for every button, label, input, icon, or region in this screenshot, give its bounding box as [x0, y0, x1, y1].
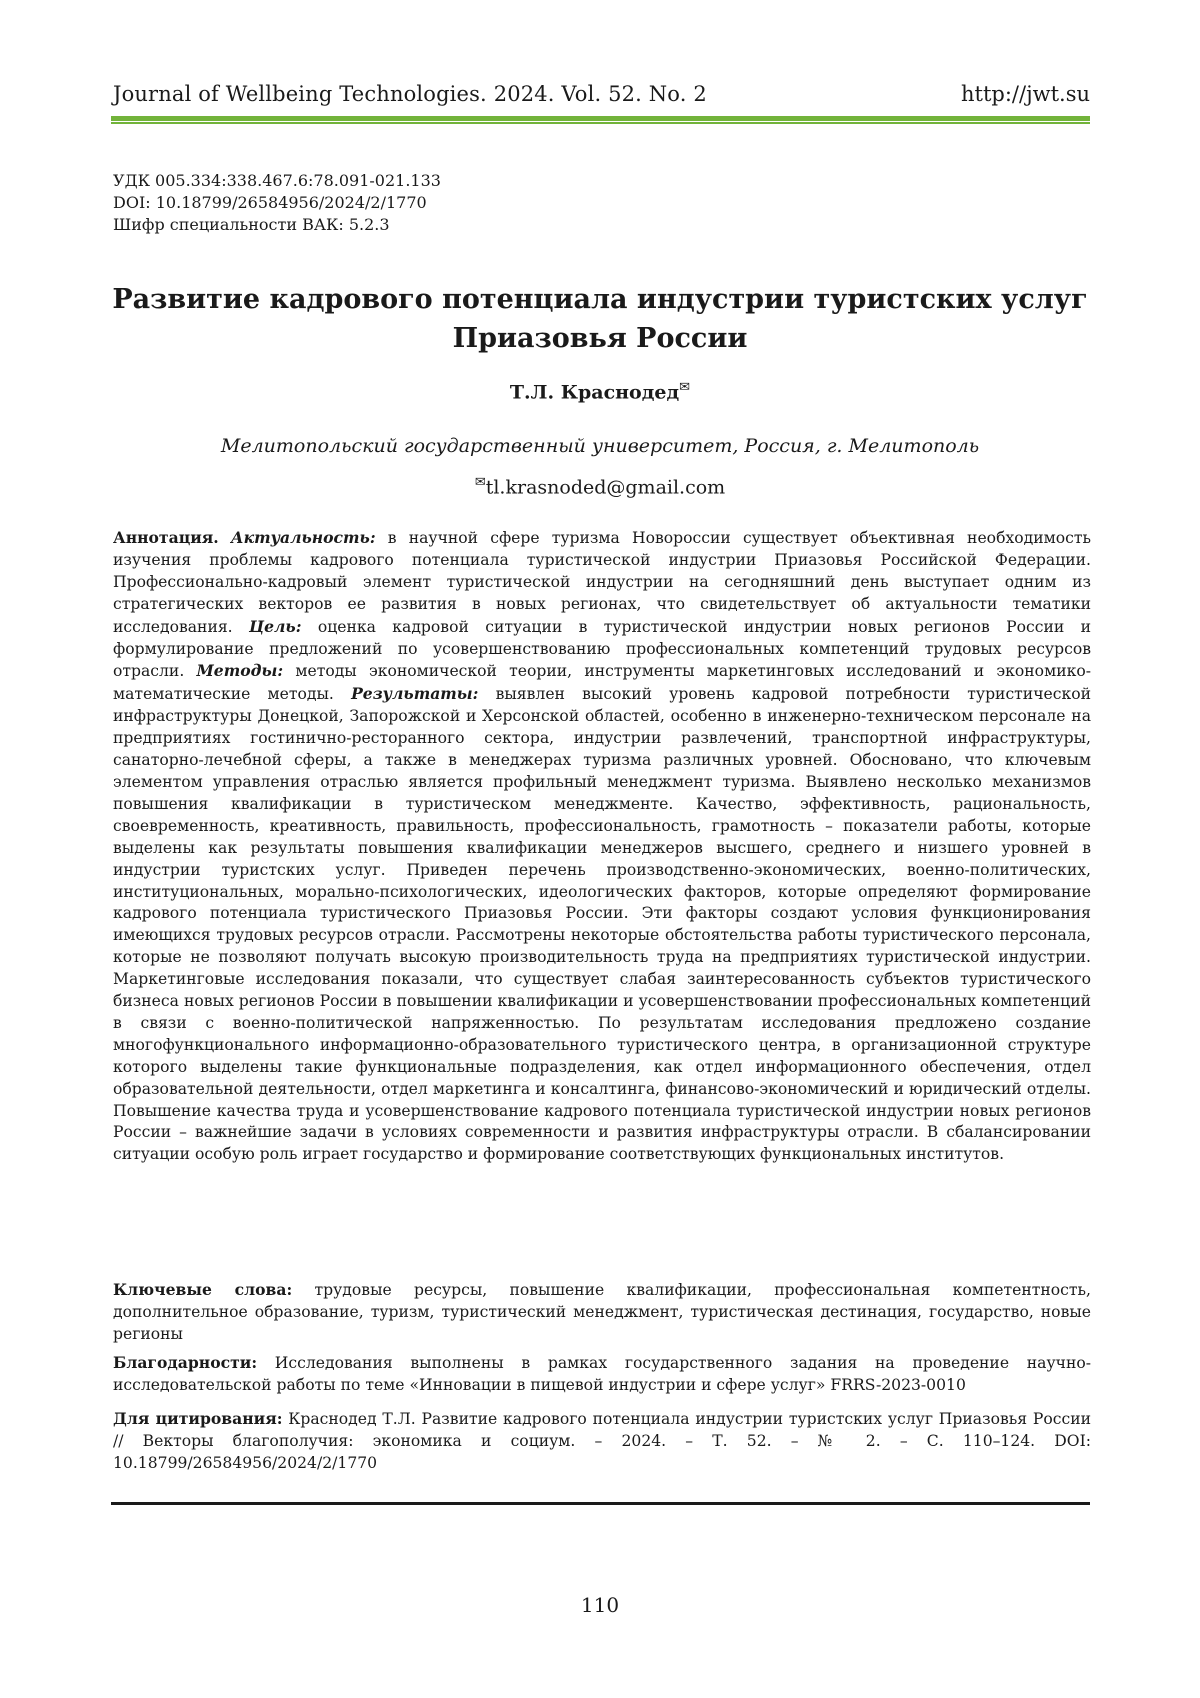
- page-number: 110: [580, 1593, 620, 1617]
- title-line-1: Развитие кадрового потенциала индустрии туристских услуг: [112, 284, 1088, 315]
- acknowledgements: [113, 1352, 1091, 1397]
- header-rule-thick: [111, 116, 1090, 121]
- email-link[interactable]: tl.krasnoded@gmail.com: [485, 476, 726, 499]
- citation: [113, 1408, 1091, 1475]
- article-title: [100, 280, 1100, 358]
- results-text: выявлен высокий уровень кадровой потребности туристической инфраструктуры Донецкой, Запорожской и Херсонской областей, особенно в инженерно-техническом персонале на предприятиях гостинично-ресторанного сектора, индустрии развлечений, транспортной инфраструктуры, санаторно-лечебной сферы, а также в менеджерах туризма различных уровней. Обосновано, что ключевым элементом управления отраслью является профильный менеджмент туризма. Выявлено несколько механизмов повышения квалификации в туристическом менеджменте. Качество, эффективность, рациональность, своевременность, креативность, правильность, профессиональность, грамотность – показатели работы, которые выделены как результаты повышения квалификации менеджеров высшего, среднего и низшего уровней в индустрии туристских услуг. Приведен перечень производственно-экономических, военно-политических, институциональных, морально-психологических, идеологических факторов, которые определяют формирование кадрового потенциала туристического Приазовья России. Эти факторы создают условия функционирования имеющихся трудовых ресурсов отрасли. Рассмотрены некоторые обстоятельства работы туристического персонала, которые не позволяют получать высокую производительность труда на предприятиях туристической индустрии. Маркетинговые исследования показали, что существует слабая заинтересованность субъектов туристического бизнеса новых регионов России в повышении квалификации и усовершенствовании профессиональных компетенций в связи с военно-политической напряженностью. По результатам исследования предложено создание многофункционального информационно-образовательного туристического центра, в организационной структуре которого выделены такие функциональные подразделения, как отдел информационного обеспечения, отдел образовательной деятельности, отдел маркетинга и консалтинга, финансово-экономический и юридический отделы. Повышение качества труда и усовершенствование кадрового потенциала туристической индустрии новых регионов России – важнейшие задачи в условиях современности и развития инфраструктуры отрасли. В сбалансировании ситуации особую роль играет государство и формирование соответствующих функциональных институтов.: [113, 685, 1091, 1164]
- abstract: [113, 527, 1091, 1166]
- article-meta: [113, 170, 441, 236]
- keywords: [113, 1279, 1091, 1346]
- doi: DOI: 10.18799/26584956/2024/2/1770: [113, 193, 427, 212]
- author-email: [0, 475, 1200, 498]
- acknowledgements-label: Благодарности:: [113, 1353, 258, 1372]
- journal-url[interactable]: http://jwt.su: [961, 82, 1090, 106]
- journal-title: Journal of Wellbeing Technologies. 2024. Vol. 52. No. 2: [113, 82, 707, 106]
- relevance-text: в научной сфере туризма Новороссии существует объективная необходимость изучения проблемы кадрового потенциала туристической индустрии Приазовья Российской Федерации. Профессионально-кадровый элемент туристической индустрии на сегодняшний день выступает одним из стратегических векторов ее развития в новых регионах, что свидетельствует об актуальности тематики исследования.: [113, 529, 1091, 636]
- header-rule: [111, 116, 1090, 124]
- abstract-label: Аннотация.: [113, 528, 219, 547]
- relevance-label: Актуальность:: [230, 528, 376, 547]
- methods-text: методы экономической теории, инструменты маркетинговых исследований и экономико-математические методы.: [113, 662, 1091, 704]
- udk-code: УДК 005.334:338.467.6:78.091-021.133: [113, 171, 441, 190]
- acknowledgements-text: Исследования выполнены в рамках государственного задания на проведение научно-исследовательской работы по теме «Инновации в пищевой индустрии и сфере услуг» FRRS-2023-0010: [113, 1354, 1091, 1394]
- keywords-text: трудовые ресурсы, повышение квалификации, профессиональная компетентность, дополнительное образование, туризм, туристический менеджмент, туристическая дестинация, государство, новые регионы: [113, 1281, 1091, 1343]
- citation-text: Краснодед Т.Л. Развитие кадрового потенциала индустрии туристских услуг Приазовья России // Векторы благополучия: экономика и социум. – 2024. – Т. 52. – № 2. – С. 110–124. DOI: 10.18799/26584956/2024/2/1770: [113, 1410, 1092, 1472]
- keywords-label: Ключевые слова:: [113, 1280, 293, 1299]
- citation-label: Для цитирования:: [113, 1409, 283, 1428]
- author: [0, 380, 1200, 403]
- results-label: Результаты:: [351, 684, 479, 704]
- methods-label: Методы:: [196, 661, 284, 681]
- goal-text: оценка кадровой ситуации в туристической индустрии новых регионов России и формулирование предложений по усовершенствованию профессиональных компетенций трудовых ресурсов отрасли.: [113, 617, 1091, 681]
- running-header: [113, 70, 1090, 106]
- header-rule-thin: [111, 122, 1090, 124]
- author-name: Т.Л. Краснодед: [509, 381, 680, 404]
- goal-label: Цель:: [249, 616, 302, 636]
- envelope-icon: ✉: [474, 475, 486, 490]
- footer-rule: [111, 1502, 1090, 1505]
- title-line-2: Приазовья России: [452, 323, 748, 354]
- affiliation: Мелитопольский государственный университет, Россия, г. Мелитополь: [220, 435, 980, 457]
- envelope-icon: ✉: [679, 380, 691, 395]
- vak-code: Шифр специальности ВАК: 5.2.3: [113, 215, 390, 234]
